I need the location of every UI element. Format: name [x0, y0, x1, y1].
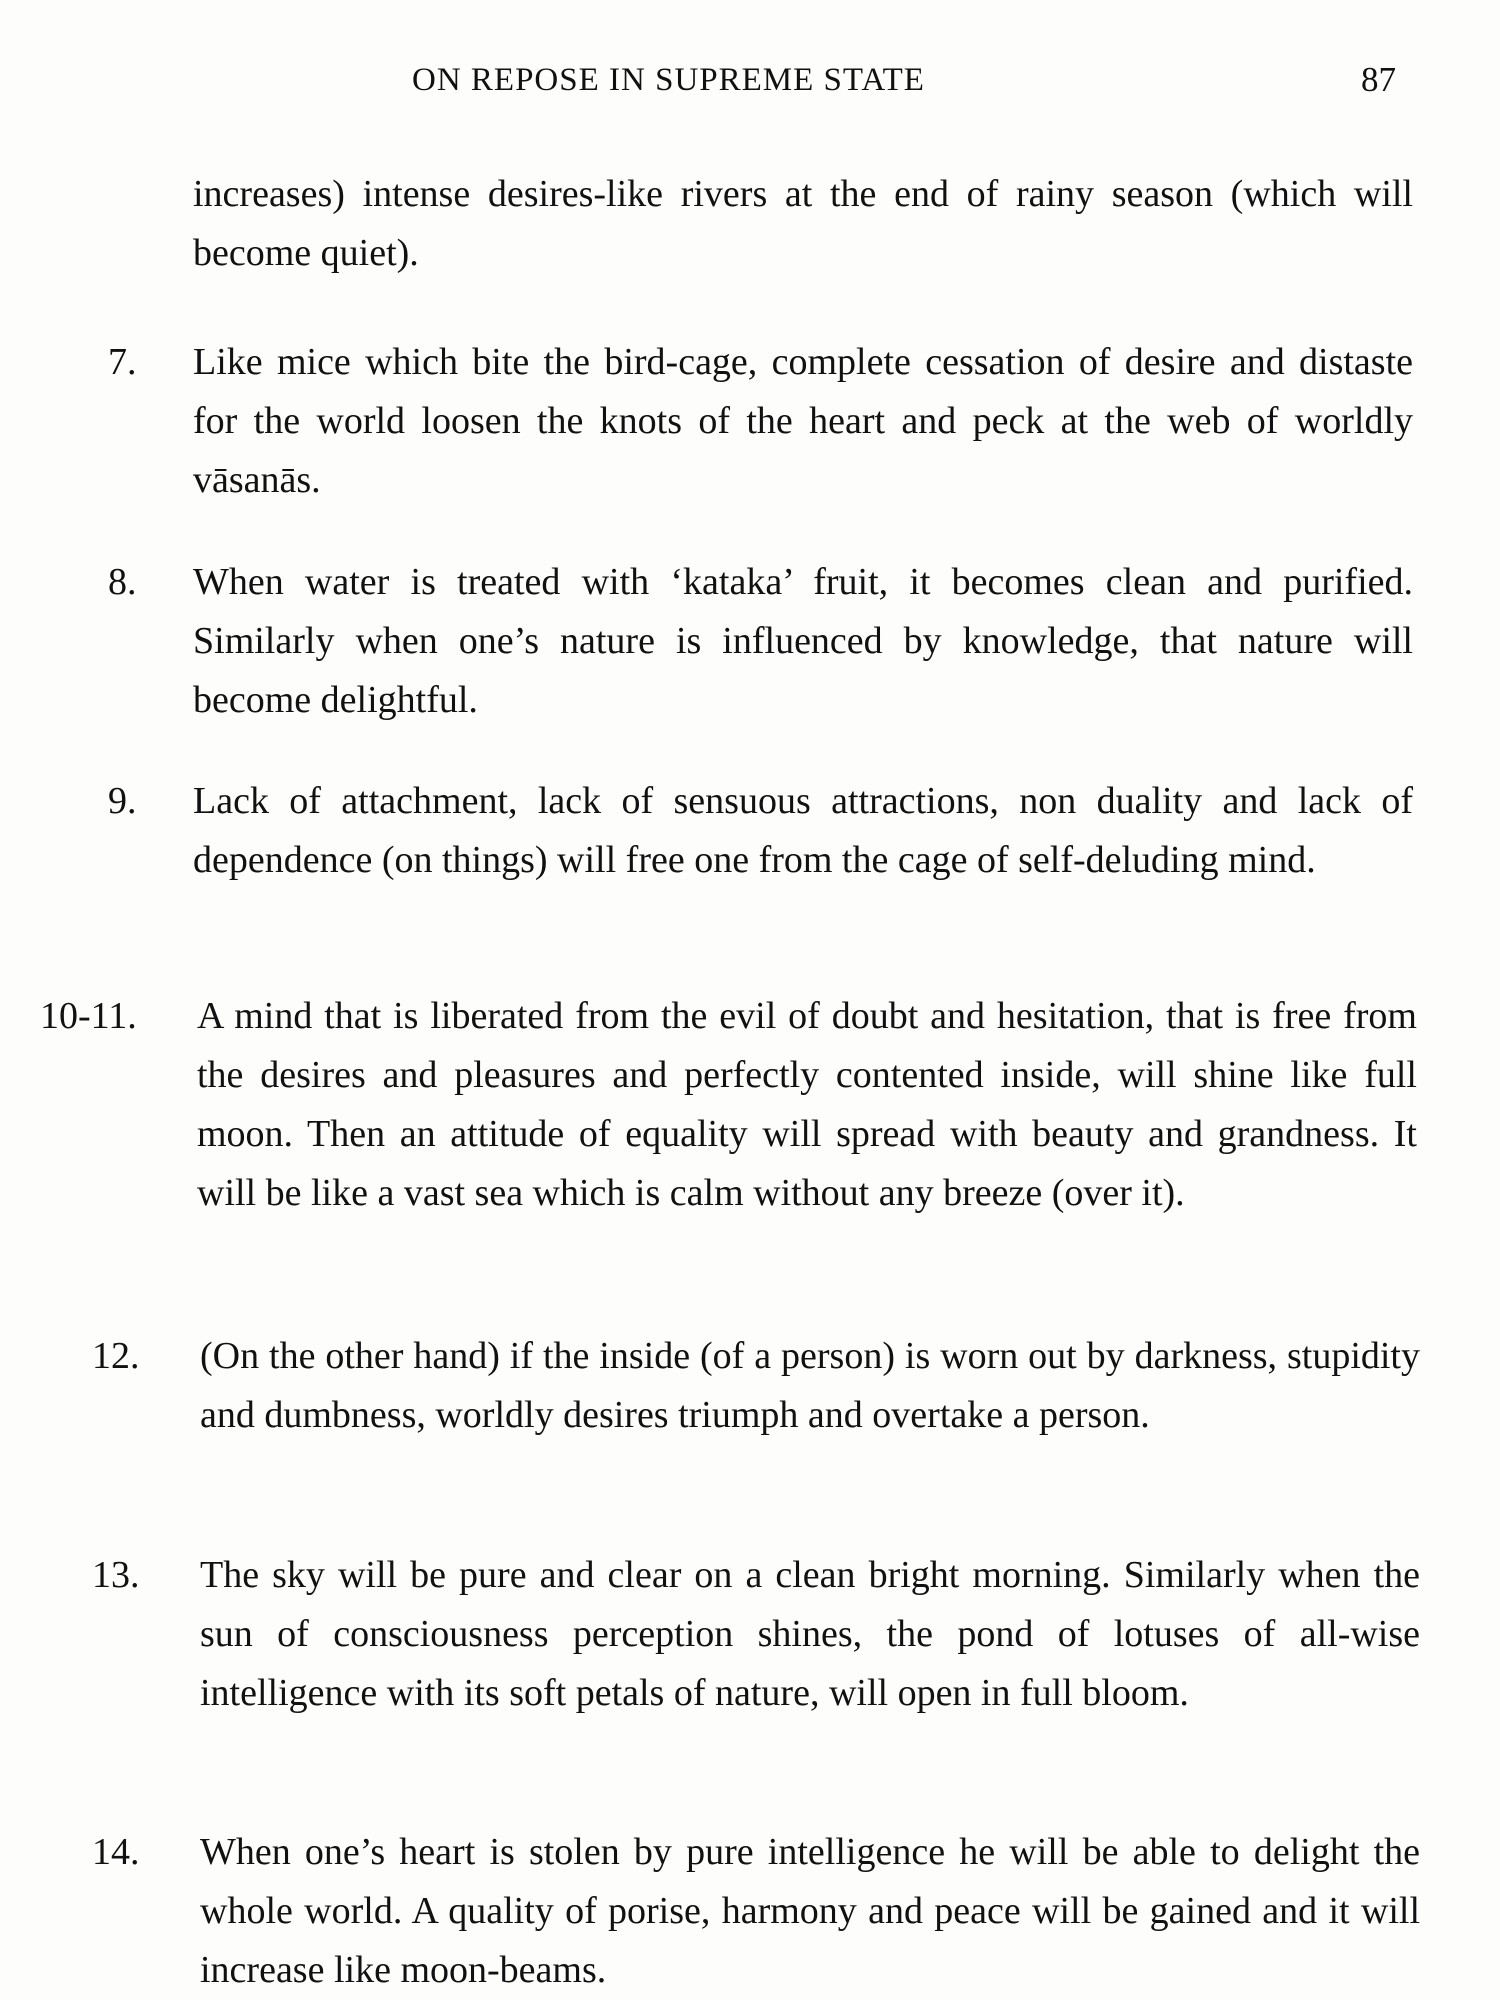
verse-number: 7.	[108, 341, 137, 383]
verse-number: 10-11.	[40, 995, 137, 1037]
verse-text: increases) intense desires-like rivers at the end of rainy season (which will become quiet).	[193, 173, 1413, 274]
page-number: 87	[1361, 60, 1396, 99]
verse-text: When one’s heart is stolen by pure intelligence he will be able to delight the whole world. A quality of porise, harmony and peace will be gained and it will increase like moon-beams.	[200, 1831, 1420, 1991]
verse-number: 14.	[92, 1831, 140, 1873]
verse-number: 13.	[92, 1554, 140, 1596]
page-header	[0, 62, 1500, 112]
running-title: ON REPOSE IN SUPREME STATE	[412, 62, 925, 98]
verse-text: Like mice which bite the bird-cage, complete cessation of desire and distaste for the world loosen the knots of the heart and peck at the web of worldly vāsanās.	[193, 341, 1413, 501]
verse-number: 8.	[108, 561, 137, 603]
verse-number: 9.	[108, 780, 137, 822]
verse-number: 12.	[92, 1335, 140, 1377]
verse-text: When water is treated with ‘kataka’ fruit, it becomes clean and purified. Similarly when one’s nature is influenced by knowledge, that nature will become delightful.	[193, 561, 1413, 721]
verse-text: The sky will be pure and clear on a clean bright morning. Similarly when the sun of consciousness perception shines, the pond of lotuses of all-wise intelligence with its soft petals of nature, will open in full bloom.	[200, 1554, 1420, 1714]
verse-text: (On the other hand) if the inside (of a person) is worn out by darkness, stupidity and dumbness, worldly desires triumph and overtake a person.	[200, 1335, 1420, 1436]
verse-text: Lack of attachment, lack of sensuous attractions, non duality and lack of dependence (on things) will free one from the cage of self-deluding mind.	[193, 780, 1413, 881]
verse-text: A mind that is liberated from the evil of doubt and hesitation, that is free from the desires and pleasures and perfectly contented inside, will shine like full moon. Then an attitude of equality will spread with beauty and grandness. It will be like a vast sea which is calm without any breeze (over it).	[197, 995, 1417, 1214]
